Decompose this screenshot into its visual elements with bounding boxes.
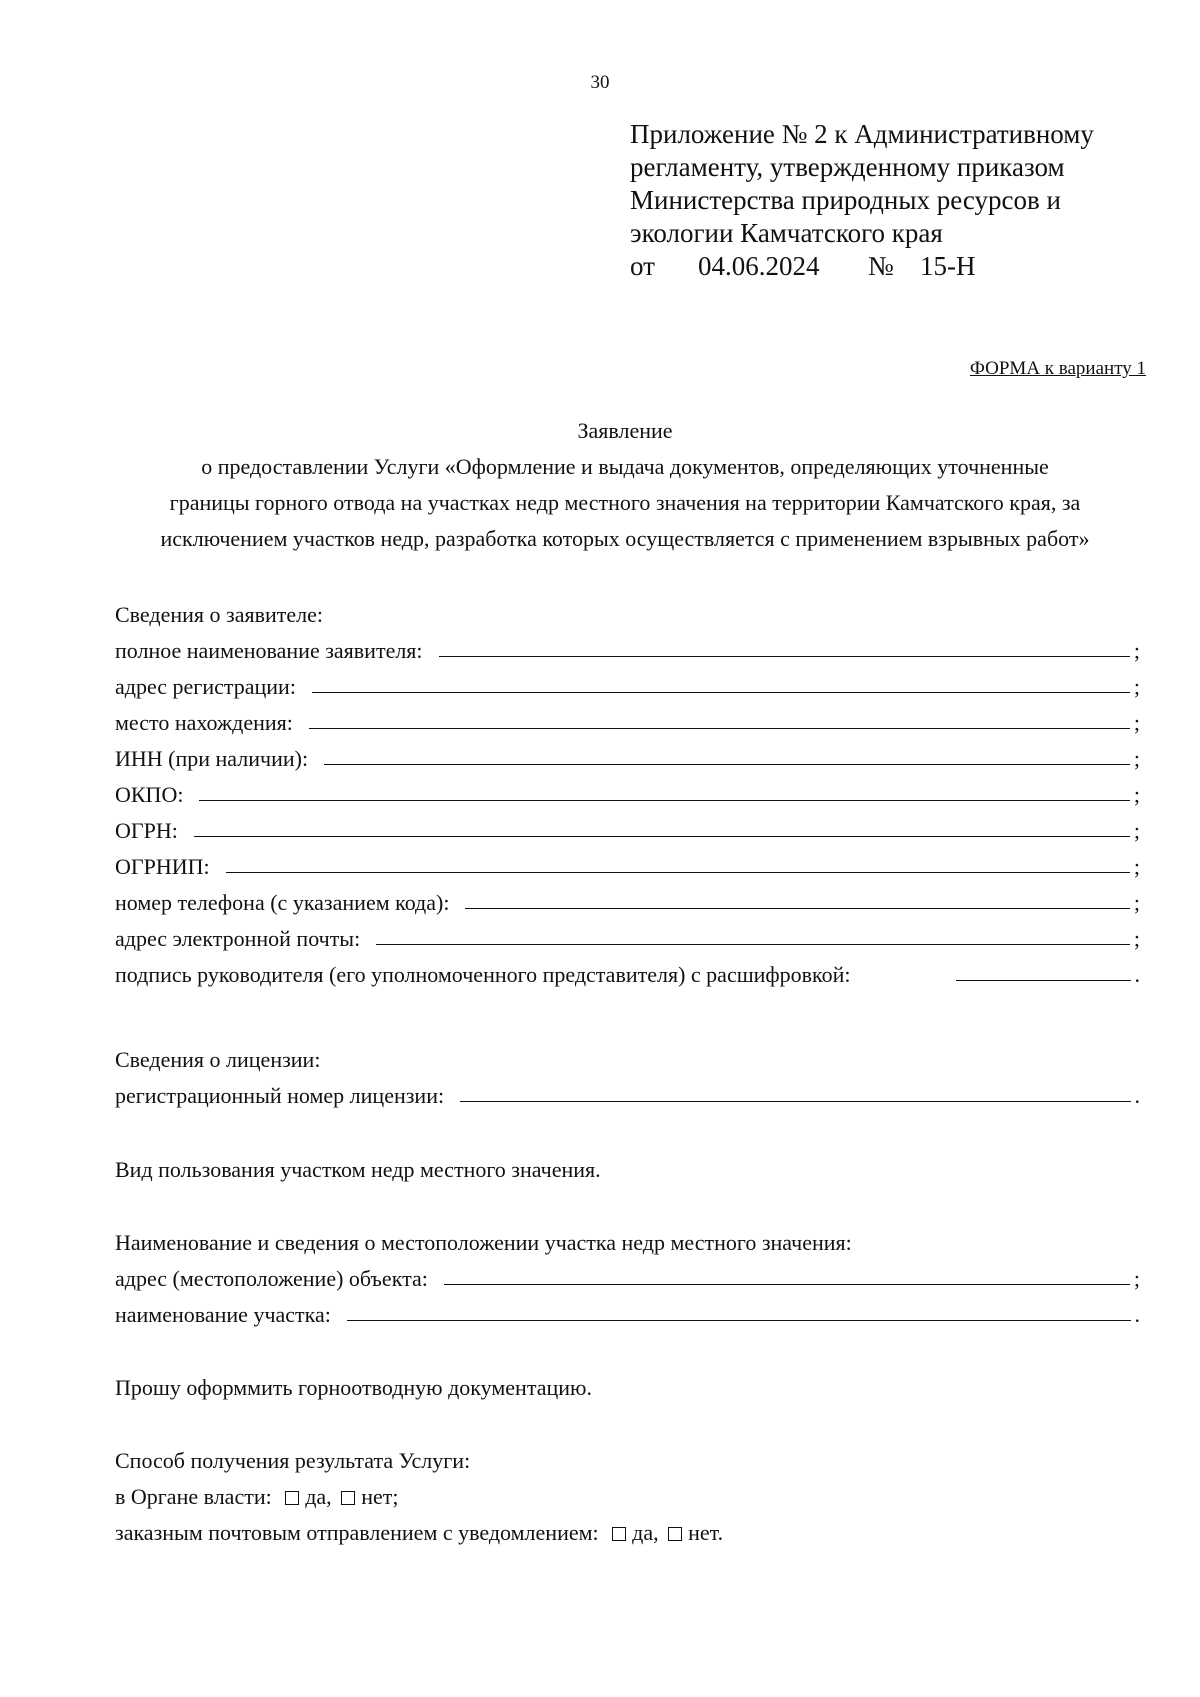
annex-number: 15-Н [920,251,976,281]
title-line: исключением участков недр, разработка которых осуществляется с применением взрывных работ» [160,526,1090,551]
full-name-blank[interactable] [439,655,1130,657]
field-label: место нахождения: [115,710,293,735]
field-end: ; [1133,782,1140,807]
field-end: ; [1133,1266,1140,1291]
field-label: адрес регистрации: [115,674,296,699]
ogrnip-blank[interactable] [226,871,1130,873]
field-label: ОКПО: [115,782,184,807]
delivery-in-office [115,1474,1140,1510]
field-signature [115,952,1140,988]
field-license-number [115,1073,1140,1109]
field-okpo [115,772,1140,808]
field-end: . [1134,1302,1140,1327]
yes-label: да, [632,1520,659,1545]
by-mail-end: . [717,1520,724,1545]
field-label: ИНН (при наличии): [115,746,309,771]
yes-label: да, [305,1484,332,1509]
field-label: номер телефона (с указанием кода): [115,890,450,915]
title-line: границы горного отвода на участках недр местного значения на территории Камчатского края, за [169,490,1081,515]
title-line: о предоставлении Услуги «Оформление и выдача документов, определяющих уточненные [201,454,1049,479]
field-end: ; [1133,890,1140,915]
license-heading-row [115,1037,1140,1073]
field-full-name [115,628,1140,664]
field-ogrnip [115,844,1140,880]
field-end: ; [1133,926,1140,951]
license-number-blank[interactable] [460,1100,1130,1102]
page-number: 30 [590,72,610,93]
annex-block [630,118,1094,283]
field-end: . [1134,1083,1140,1108]
field-label: адрес (местоположение) объекта: [115,1266,428,1291]
site-heading: Наименование и сведения о местоположении участка недр местного значения: [115,1230,852,1255]
field-end: ; [1133,854,1140,879]
field-email [115,916,1140,952]
annex-line: экологии Камчатского края [630,218,943,248]
field-label: ОГРНИП: [115,854,210,879]
application-title [100,413,1150,557]
field-end: ; [1133,674,1140,699]
delivery-in-office-line [115,1484,398,1510]
title-heading: Заявление [577,418,673,443]
field-end: ; [1133,818,1140,843]
in-office-end: ; [392,1484,399,1509]
by-mail-label: заказным почтовым отправлением с уведомлением: [115,1520,599,1545]
license-section [115,1037,1140,1109]
delivery-heading-row [115,1438,1140,1474]
by-mail-yes-checkbox[interactable] [612,1527,626,1541]
annex-order-meta [630,250,1094,283]
field-site-name [115,1292,1140,1328]
usage-type-text: Вид пользования участком недр местного значения. [115,1157,601,1182]
usage-section [115,1147,1140,1183]
request-row [115,1365,1140,1401]
field-label: полное наименование заявителя: [115,638,423,663]
field-end: ; [1133,746,1140,771]
location-blank[interactable] [309,727,1130,729]
annex-line: Приложение № 2 к Административному [630,119,1094,149]
request-section [115,1365,1140,1401]
site-section [115,1220,1140,1328]
signature-blank[interactable] [956,979,1131,981]
form-reference: ФОРМА к варианту 1 [969,358,1146,379]
site-address-blank[interactable] [444,1283,1130,1285]
annex-date: 04.06.2024 [698,251,820,281]
field-label: адрес электронной почты: [115,926,361,951]
in-office-label: в Органе власти: [115,1484,272,1509]
applicant-heading: Сведения о заявителе: [115,602,324,627]
field-registration-address [115,664,1140,700]
field-label: подпись руководителя (его уполномоченного представителя) с расшифровкой: [115,962,851,987]
request-text: Прошу оформмить горноотводную документацию. [115,1375,592,1400]
license-heading: Сведения о лицензии: [115,1047,321,1072]
inn-blank[interactable] [324,763,1130,765]
site-heading-row [115,1220,1140,1256]
site-name-blank[interactable] [347,1319,1131,1321]
registration-address-blank[interactable] [312,691,1130,693]
annex-line: Министерства природных ресурсов и [630,185,1061,215]
field-label: ОГРН: [115,818,178,843]
applicant-heading-row [115,592,1140,628]
field-location [115,700,1140,736]
delivery-by-mail [115,1510,1140,1546]
no-label: нет [688,1520,718,1545]
field-label: наименование участка: [115,1302,331,1327]
annex-number-label: № [868,251,894,281]
ogrn-blank[interactable] [194,835,1130,837]
delivery-heading: Способ получения результата Услуги: [115,1448,471,1473]
field-end: ; [1133,710,1140,735]
delivery-section [115,1438,1140,1546]
field-label: регистрационный номер лицензии: [115,1083,445,1108]
annex-from-label: от [630,251,655,281]
field-end: . [1134,962,1140,987]
phone-blank[interactable] [465,907,1129,909]
field-ogrn [115,808,1140,844]
in-office-yes-checkbox[interactable] [285,1491,299,1505]
email-blank[interactable] [376,943,1130,945]
usage-row [115,1147,1140,1183]
applicant-section [115,592,1140,988]
field-phone [115,880,1140,916]
no-label: нет [361,1484,393,1509]
delivery-by-mail-line [115,1520,723,1546]
okpo-blank[interactable] [199,799,1129,801]
annex-line: регламенту, утвержденному приказом [630,152,1065,182]
in-office-no-checkbox[interactable] [341,1491,355,1505]
field-site-address [115,1256,1140,1292]
field-inn [115,736,1140,772]
by-mail-no-checkbox[interactable] [668,1527,682,1541]
field-end: ; [1133,638,1140,663]
